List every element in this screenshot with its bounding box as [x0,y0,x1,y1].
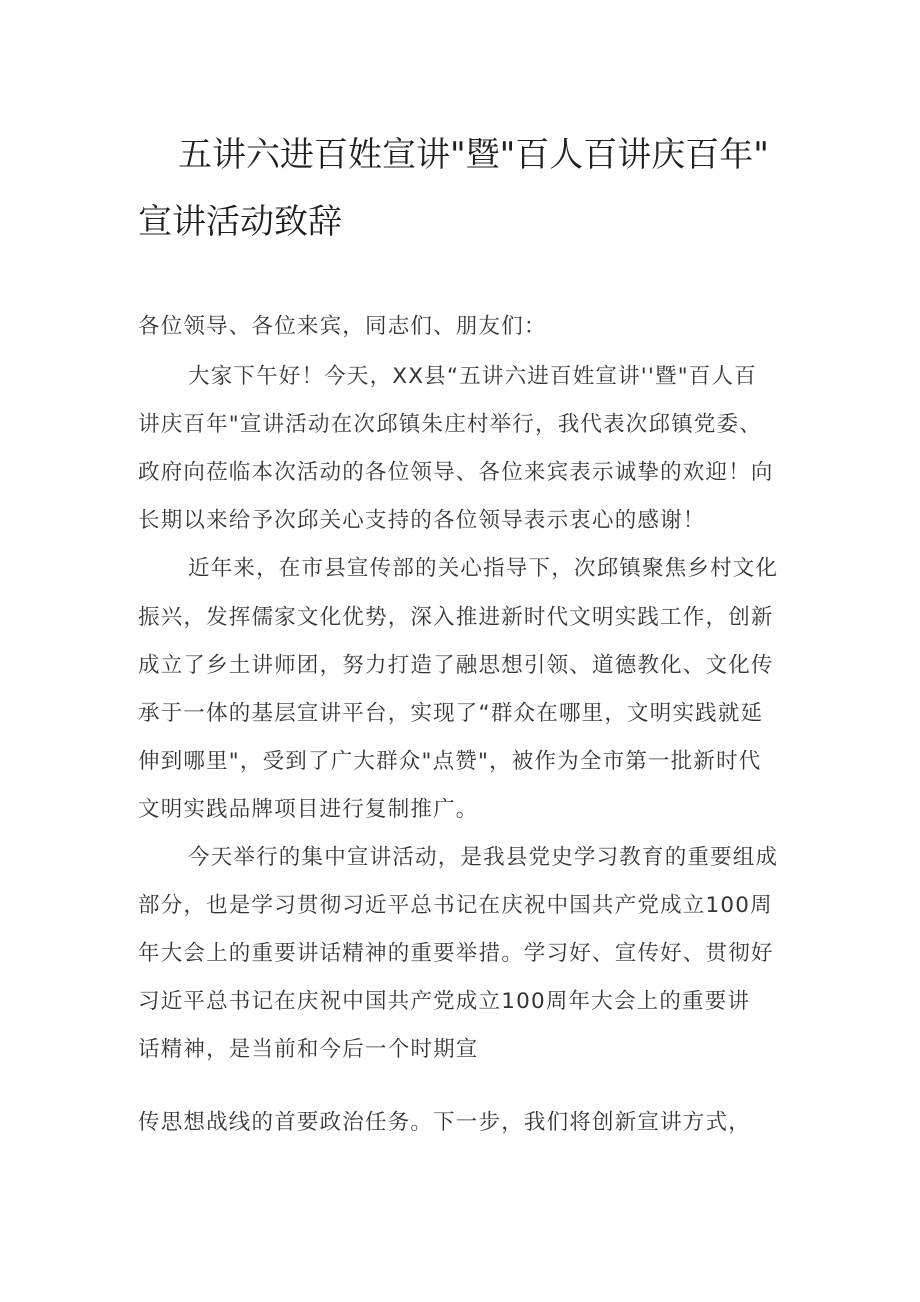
paragraph-3-line-1: 今天举行的集中宣讲活动，是我县党史学习教育的重要组成 [188,845,779,870]
paragraph-2-line-1: 近年来，在市县宣传部的关心指导下，次邱镇聚焦乡村文化 [188,556,779,581]
paragraph-1-line-2: 讲庆百年"宣讲活动在次邱镇朱庄村举行，我代表次邱镇党委、 [138,412,762,437]
paragraph-1-line-4: 长期以来给予次邱关心支持的各位领导表示衷心的感谢！ [138,508,706,533]
document-title-line-1: 五讲六进百姓宣讲"暨"百人百讲庆百年" [178,135,769,175]
paragraph-2-line-2: 振兴，发挥儒家文化优势，深入推进新时代文明实践工作，创新 [138,605,774,630]
paragraph-3-line-5: 话精神，是当前和今后一个时期宣 [138,1037,479,1062]
paragraph-2-line-3: 成立了乡土讲师团，努力打造了融思想引领、道德教化、文化传 [138,653,774,678]
paragraph-3-line-4: 习近平总书记在庆祝中国共产党成立100周年大会上的重要讲 [138,989,751,1014]
paragraph-3-line-2: 部分，也是学习贯彻习近平总书记在庆祝中国共产党成立100周 [138,893,773,918]
paragraph-3-line-3: 年大会上的重要讲话精神的重要举措。学习好、宣传好、贯彻好 [138,941,774,966]
paragraph-3-continuation-line: 传思想战线的首要政治任务。下一步，我们将创新宣讲方式， [138,1110,751,1135]
paragraph-2-line-4: 承于一体的基层宣讲平台，实现了“群众在哪里，文明实践就延 [138,701,764,726]
document-title-line-2: 宣讲活动致辞 [138,202,342,242]
salutation-line: 各位领导、各位来宾，同志们、朋友们： [138,314,547,339]
paragraph-1-line-1: 大家下午好！今天，XX县“五讲六进百姓宣讲''暨"百人百 [188,364,757,389]
paragraph-2-line-5: 伸到哪里"，受到了广大群众"点赞"，被作为全市第一批新时代 [138,749,762,774]
paragraph-2-line-6: 文明实践品牌项目进行复制推广。 [138,797,479,822]
paragraph-1-line-3: 政府向莅临本次活动的各位领导、各位来宾表示诚挚的欢迎！向 [138,460,774,485]
